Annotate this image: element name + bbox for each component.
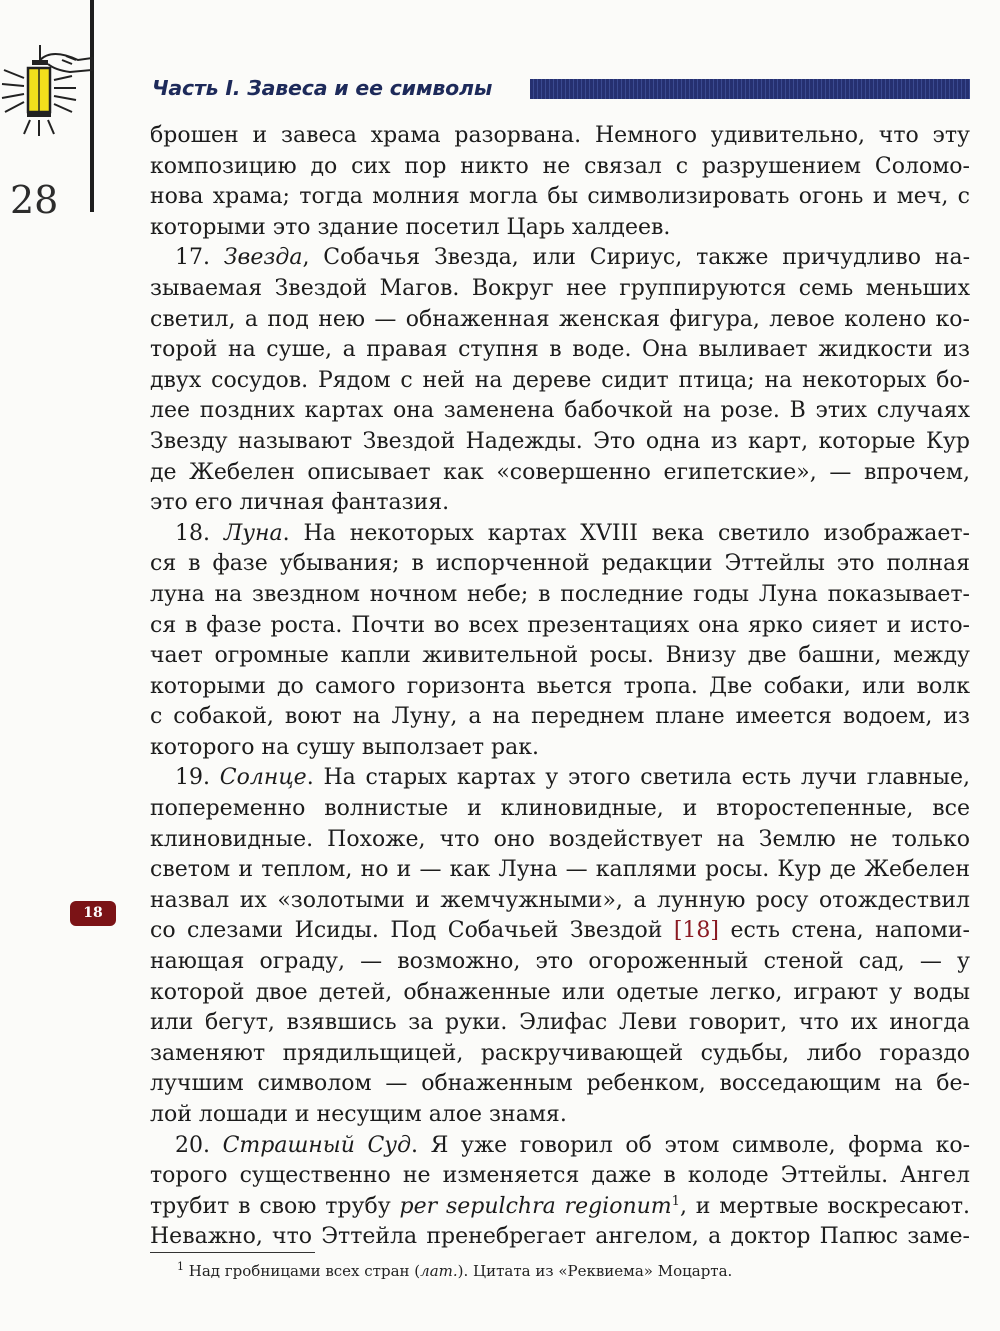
text-line: композицию до сих пор никто не связал с разрушением Соломо- bbox=[150, 153, 970, 179]
text-line: это его личная фантазия. bbox=[150, 490, 450, 516]
text-line: с собакой, воют на Луну, а на переднем плане имеется водоем, из bbox=[150, 704, 970, 730]
text-line: которыми это здание посетил Царь халдеев. bbox=[150, 214, 671, 240]
header-bar bbox=[530, 79, 970, 99]
text-line: светом и теплом, но и — как Луна — каплями росы. Кур де Жебелен bbox=[150, 857, 970, 883]
text-line: лее поздних картах она заменена бабочкой на розе. В этих случаях bbox=[150, 398, 970, 424]
card-title-star: Звезда bbox=[223, 245, 303, 271]
text-line: торого существенно не изменяется даже в колоде Эттейлы. Ангел bbox=[150, 1163, 970, 1189]
text-span: трубит в свою трубу bbox=[150, 1193, 400, 1219]
text-line: лой лошади и несущим алое знамя. bbox=[150, 1102, 567, 1127]
text-line: ся в фазе роста. Почти во всех презентациях она ярко сияет и исто- bbox=[150, 612, 970, 638]
footnote-abbrev: лат. bbox=[420, 1262, 458, 1280]
text-line: Неважно, что Эттейла пренебрегает ангелом, а доктор Папюс заме- bbox=[150, 1224, 970, 1250]
text-line: чает огромные капли живительной росы. Внизу две башни, между bbox=[150, 643, 970, 669]
paragraph-start-20 bbox=[150, 1131, 970, 1162]
paragraph-start-17 bbox=[150, 243, 970, 274]
text-line: или бегут, взявшись за руки. Элифас Леви говорит, что их иногда bbox=[150, 1010, 970, 1036]
margin-reference-badge: 18 bbox=[70, 901, 116, 926]
footnote-marker[interactable]: 1 bbox=[671, 1193, 680, 1209]
text-line: лучшим символом — обнаженным ребенком, восседающим на бе- bbox=[150, 1071, 970, 1097]
footnote-text: Над гробницами всех стран ( bbox=[184, 1262, 421, 1280]
footnote-number: 1 bbox=[177, 1260, 184, 1273]
text-line: назвал их «золотыми и жемчужными», а лунную росу отождествил bbox=[150, 887, 970, 913]
latin-phrase: per sepulchra regionum bbox=[399, 1193, 672, 1219]
text-span: . На некоторых картах XVIII века светило изображает- bbox=[282, 520, 970, 546]
item-number: 19. bbox=[175, 765, 220, 791]
text-line: ся в фазе убывания; в испорченной редакции Эттейлы это полная bbox=[150, 551, 970, 577]
text-line: зываемая Звездой Магов. Вокруг нее группируются семь меньших bbox=[150, 275, 970, 301]
text-line: которого на сушу выползает рак. bbox=[150, 734, 539, 760]
text-span: со слезами Исиды. Под Собачьей Звездой bbox=[150, 918, 674, 944]
text-span: , Собачья Звезда, или Сириус, также причудливо на- bbox=[302, 245, 970, 271]
text-line: заменяют прядильщицей, раскручивающей судьбы, либо гораздо bbox=[150, 1040, 970, 1066]
footnote-rule bbox=[150, 1252, 315, 1253]
text-line: попеременно волнистые и клиновидные, и второстепенные, все bbox=[150, 796, 970, 822]
text-line: нающая ограду, — возможно, это огороженный стеной сад, — у bbox=[150, 949, 970, 975]
text-line: светил, а под нею — обнаженная женская фигура, левое колено ко- bbox=[150, 306, 970, 332]
lantern-icon bbox=[0, 40, 100, 140]
text-line: которой двое детей, обнаженные или одетые легко, играют у воды bbox=[150, 979, 970, 1005]
text-line: луна на звездном ночном небе; в последние годы Луна показывает- bbox=[150, 581, 970, 607]
paragraph-start-19 bbox=[150, 763, 970, 794]
text-line: де Жебелен описывает как «совершенно египетские», — впрочем, bbox=[150, 459, 970, 485]
text-span: . Я уже говорил об этом символе, форма ко- bbox=[411, 1132, 970, 1158]
body-text bbox=[150, 121, 970, 1253]
item-number: 20. bbox=[175, 1132, 223, 1158]
footnote bbox=[177, 1261, 732, 1281]
paragraph-start-18 bbox=[150, 519, 970, 550]
item-number: 18. bbox=[175, 520, 224, 546]
footnote-text: ). Цитата из «Реквиема» Моцарта. bbox=[457, 1262, 733, 1280]
text-line bbox=[150, 916, 970, 947]
text-line: которыми до самого горизонта вьется тропа. Две собаки, или волк bbox=[150, 673, 970, 699]
text-span: , и мертвые воскресают. bbox=[679, 1193, 970, 1219]
card-title-moon: Луна bbox=[223, 520, 283, 546]
card-title-judgement: Страшный Суд bbox=[222, 1132, 412, 1158]
card-title-sun: Солнце bbox=[219, 765, 307, 791]
item-number: 17. bbox=[175, 245, 224, 271]
running-title: Часть I. Завеса и ее символы bbox=[152, 76, 493, 100]
inline-reference[interactable]: [18] bbox=[673, 918, 719, 944]
text-line: Звезду называют Звездой Надежды. Это одна из карт, которые Кур bbox=[150, 428, 970, 454]
text-line: двух сосудов. Рядом с ней на дереве сидит птица; на некоторых бо- bbox=[150, 367, 970, 393]
text-span: . На старых картах у этого светила есть лучи главные, bbox=[306, 765, 970, 791]
text-span: есть стена, напоми- bbox=[719, 918, 970, 944]
text-line: брошен и завеса храма разорвана. Немного удивительно, что эту bbox=[150, 123, 970, 148]
page-number: 28 bbox=[10, 178, 59, 222]
text-line: торой на суше, а правая ступня в воде. Она выливает жидкости из bbox=[150, 337, 970, 363]
text-line: клиновидные. Похоже, что оно воздействует на Землю не только bbox=[150, 826, 970, 852]
text-line: нова храма; тогда молния могла бы символизировать огонь и меч, с bbox=[150, 184, 970, 210]
text-line bbox=[150, 1192, 970, 1223]
